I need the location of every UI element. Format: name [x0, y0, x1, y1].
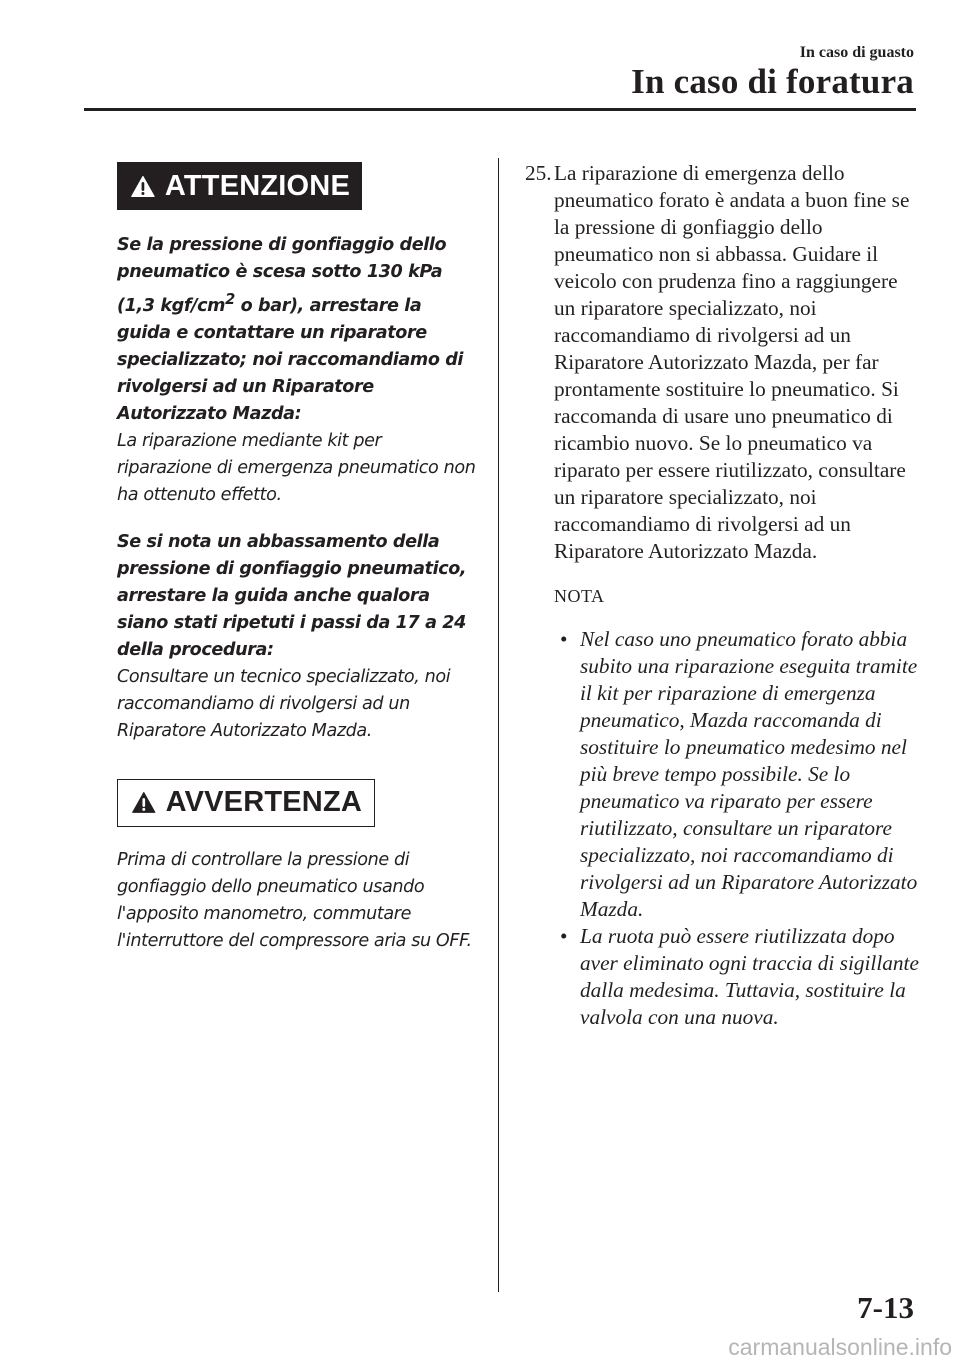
step-number: 25. [525, 161, 552, 185]
note-item-text: La ruota può essere riutilizzata dopo aver eliminato ogni traccia di sigillante dalla medesima. Tuttavia, sostituire la valvola con una nuova. [580, 924, 919, 1029]
attention-p1-text: La riparazione mediante kit per riparazione di emergenza pneumatico non ha ottenuto effetto. [117, 430, 476, 505]
attention-p2-text: Consultare un tecnico specializzato, noi raccomandiamo di rivolgersi ad un Riparatore Autorizzato Mazda. [117, 666, 451, 741]
page-number: 7-13 [857, 1290, 914, 1325]
attention-p1-bold-b: o bar), arrestare la guida e contattare un riparatore specializzato; noi raccomandiamo di rivolgersi ad un Riparatore Autorizzato Mazda: [117, 295, 464, 424]
warning-label: AVVERTENZA [165, 786, 362, 819]
warning-paragraph: Prima di controllare la pressione di gonfiaggio dello pneumatico usando l'apposito manometro, commutare l'interruttore del compressore aria su OFF. [117, 849, 472, 951]
procedure-step [527, 160, 919, 565]
attention-p1-superscript: 2 [225, 291, 235, 308]
page-title: In caso di foratura [631, 62, 914, 101]
note-item [527, 923, 919, 1031]
warning-triangle-icon [131, 173, 155, 200]
attention-p1-bold-a: Se la pressione di gonfiaggio dello pneumatico è scesa sotto 130 kPa (1,3 kgf/cm [117, 235, 447, 316]
header-rule [84, 108, 916, 111]
attention-p2-bold: Se si nota un abbassamento della pressione di gonfiaggio pneumatico, arrestare la guida anche qualora siano stati ripetuti i passi da 17 a 24 della procedura: [117, 531, 467, 660]
attention-paragraph-2 [117, 529, 477, 745]
attention-paragraph-1 [117, 232, 477, 509]
watermark: carmanualsonline.info [728, 1334, 952, 1360]
note-item-text: Nel caso uno pneumatico forato abbia subito una riparazione eseguita tramite il kit per riparazione di emergenza pneumatico, Mazda raccomanda di sostituire lo pneumatico medesimo nel più breve tempo possibile. Se lo pneumatico va riparato per essere riutilizzato, consultare un riparatore specializzato, noi raccomandiamo di rivolgersi ad un Riparatore Autorizzato Mazda. [580, 627, 918, 921]
step-text: La riparazione di emergenza dello pneumatico forato è andata a buon fine se la pressione di gonfiaggio dello pneumatico non si abbassa. Guidare il veicolo con prudenza fino a raggiungere un riparatore specializzato, noi raccomandiamo di rivolgersi ad un Riparatore Autorizzato Mazda, per far prontamente sostituire lo pneumatico. Si raccomanda di usare uno pneumatico di ricambio nuovo. Se lo pneumatico va riparato per essere riutilizzato, consultare un riparatore specializzato, noi raccomandiamo di rivolgersi ad un Riparatore Autorizzato Mazda. [554, 161, 910, 563]
bullet: • [560, 924, 568, 948]
attention-banner [117, 162, 362, 210]
attention-label: ATTENZIONE [164, 169, 350, 202]
note-item [527, 626, 919, 923]
note-list [527, 626, 919, 1031]
warning-triangle-icon [132, 789, 156, 816]
left-column [117, 162, 477, 955]
column-divider [498, 158, 499, 1292]
warning-banner [117, 779, 375, 827]
section-title: In caso di guasto [799, 44, 914, 61]
right-column [527, 160, 919, 1031]
bullet: • [560, 627, 568, 651]
note-label: NOTA [554, 586, 605, 606]
